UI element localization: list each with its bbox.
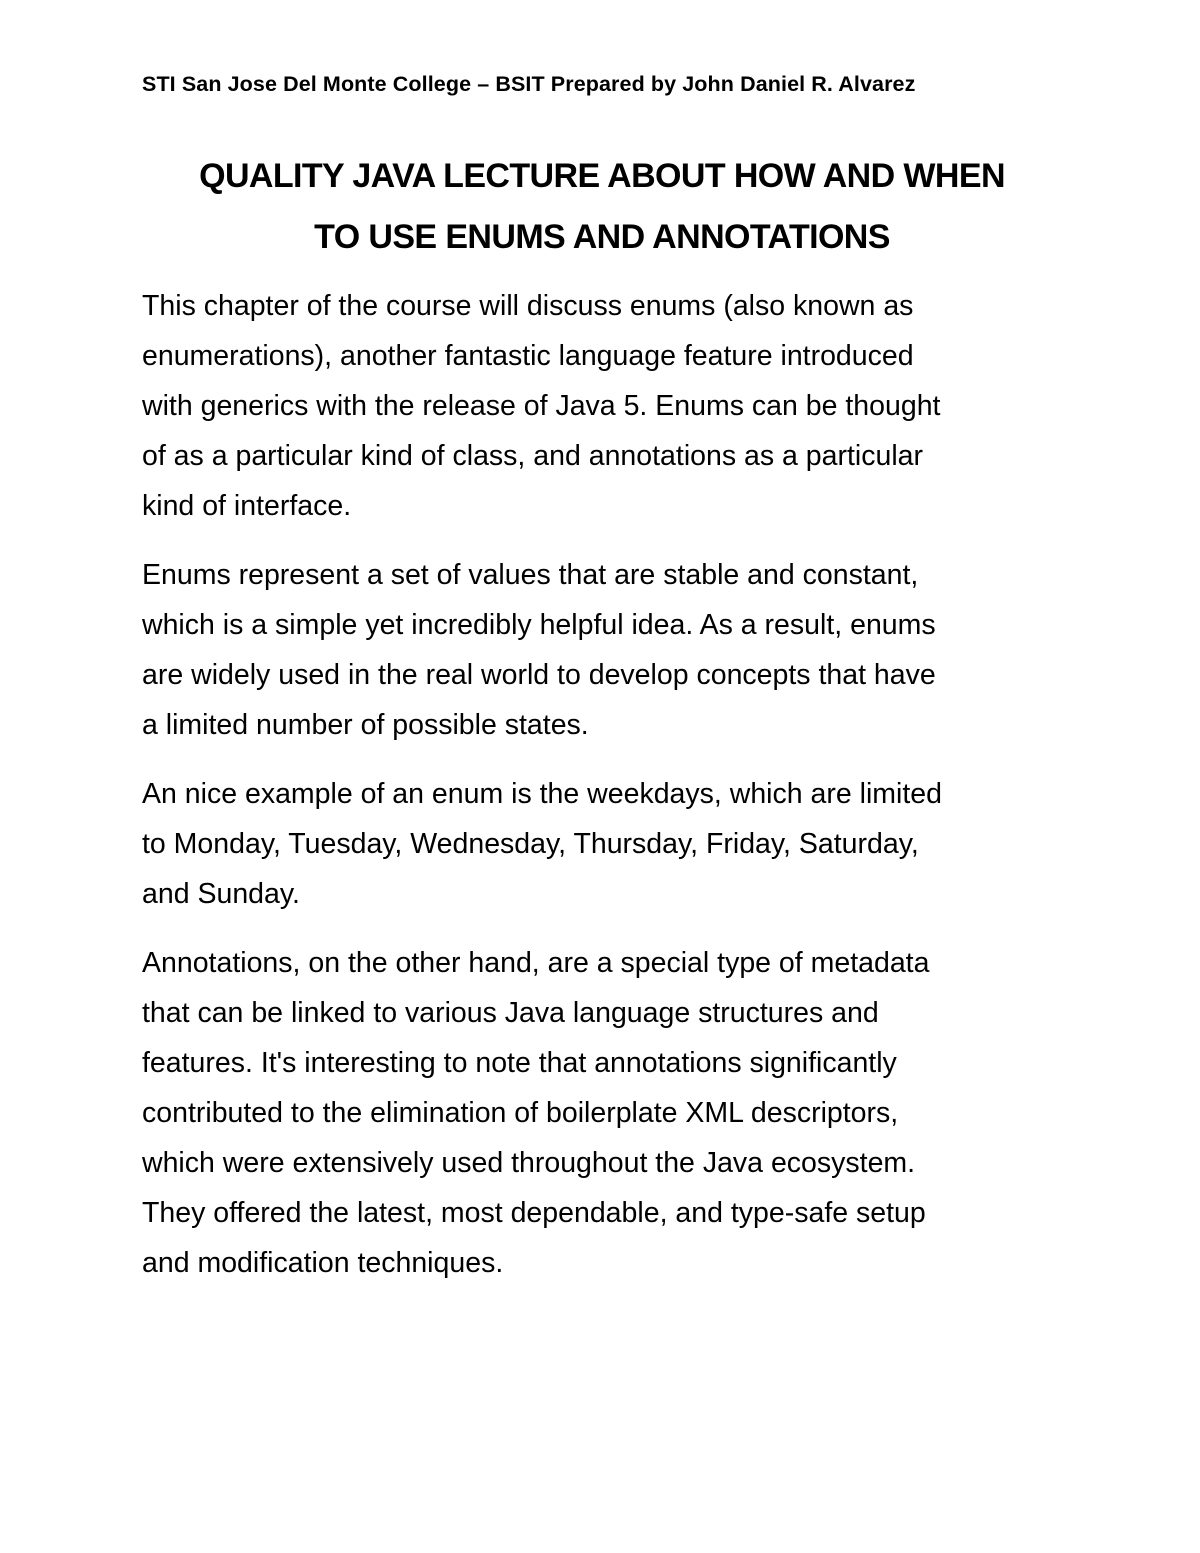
- title-line-1: QUALITY JAVA LECTURE ABOUT HOW AND WHEN: [199, 157, 1005, 195]
- paragraph-line: with generics with the release of Java 5. Enums can be thought: [142, 390, 941, 422]
- document-title: [142, 146, 1062, 268]
- paragraph-line: are widely used in the real world to develop concepts that have: [142, 659, 936, 691]
- paragraph-line: They offered the latest, most dependable, and type-safe setup: [142, 1197, 926, 1229]
- paragraph-line: contributed to the elimination of boilerplate XML descriptors,: [142, 1097, 899, 1129]
- paragraph-line: kind of interface.: [142, 490, 352, 522]
- paragraph-line: which is a simple yet incredibly helpful idea. As a result, enums: [142, 609, 936, 641]
- paragraph-3: [142, 769, 1062, 919]
- paragraph-4: [142, 938, 1062, 1288]
- paragraph-line: which were extensively used throughout the Java ecosystem.: [142, 1147, 916, 1179]
- paragraph-line: and Sunday.: [142, 878, 300, 910]
- paragraph-line: enumerations), another fantastic language feature introduced: [142, 340, 914, 372]
- paragraph-line: This chapter of the course will discuss enums (also known as: [142, 290, 914, 322]
- paragraph-line: and modification techniques.: [142, 1247, 504, 1279]
- title-line-2: TO USE ENUMS AND ANNOTATIONS: [314, 218, 890, 256]
- paragraph-line: to Monday, Tuesday, Wednesday, Thursday, Friday, Saturday,: [142, 828, 919, 860]
- paragraph-1: [142, 281, 1062, 531]
- paragraph-line: An nice example of an enum is the weekdays, which are limited: [142, 778, 942, 810]
- document-body: [142, 281, 1062, 1307]
- paragraph-line: features. It's interesting to note that annotations significantly: [142, 1047, 897, 1079]
- page-header: STI San Jose Del Monte College – BSIT Prepared by John Daniel R. Alvarez: [142, 72, 916, 96]
- paragraph-2: [142, 550, 1062, 750]
- paragraph-line: that can be linked to various Java language structures and: [142, 997, 879, 1029]
- paragraph-line: Annotations, on the other hand, are a special type of metadata: [142, 947, 930, 979]
- paragraph-line: a limited number of possible states.: [142, 709, 589, 741]
- paragraph-line: of as a particular kind of class, and annotations as a particular: [142, 440, 924, 472]
- paragraph-line: Enums represent a set of values that are stable and constant,: [142, 559, 919, 591]
